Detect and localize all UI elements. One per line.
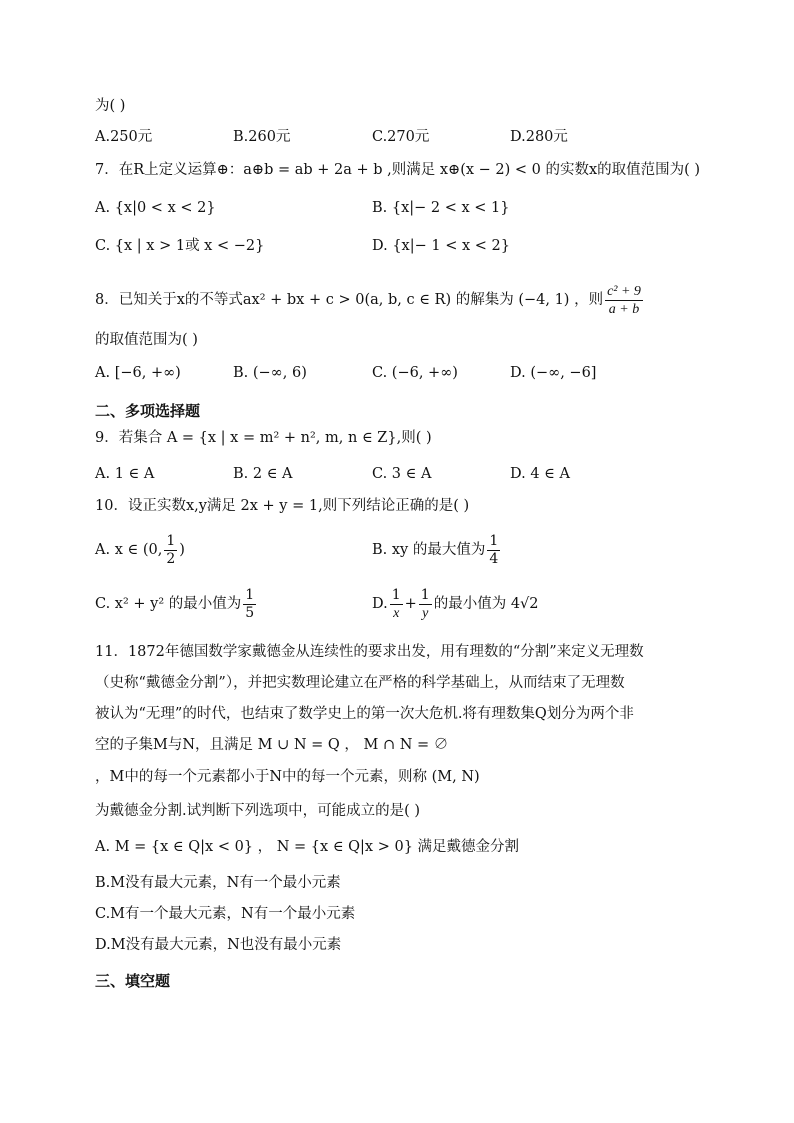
q7-option-a: A. {x|0 < x < 2} bbox=[95, 200, 216, 216]
q10-option-d-prefix: D. bbox=[372, 596, 388, 612]
q10-option-b bbox=[372, 530, 502, 570]
q11-option-b: B.M没有最大元素，N有一个最小元素 bbox=[95, 875, 341, 891]
q11-line-1: 11．1872年德国数学家戴德金从连续性的要求出发，用有理数的“分割”来定义无理数 bbox=[95, 644, 644, 660]
q10-option-d bbox=[372, 584, 539, 624]
q11-option-c: C.M有一个最大元素，N有一个最小元素 bbox=[95, 906, 356, 922]
q8-option-b: B. (−∞, 6) bbox=[233, 365, 307, 381]
q10-option-a-denominator: 2 bbox=[166, 550, 176, 567]
q9-stem: 9．若集合 A = {x | x = m² + n², m, n ∈ Z},则( ) bbox=[95, 430, 432, 446]
q9-option-b: B. 2 ∈ A bbox=[233, 466, 293, 482]
q10-option-d-suffix: 的最小值为 4√2 bbox=[433, 596, 539, 612]
q10-option-a-numerator: 1 bbox=[166, 532, 176, 549]
q8-option-d: D. (−∞, −6] bbox=[510, 365, 597, 381]
q10-option-a-fraction bbox=[164, 533, 177, 568]
q10-option-d-denominator-2: y bbox=[422, 605, 429, 621]
q10-option-c-fraction bbox=[243, 587, 256, 622]
q10-option-b-denominator: 4 bbox=[489, 550, 499, 567]
q10-option-b-prefix: B. xy 的最大值为 bbox=[372, 542, 486, 558]
q10-option-d-plus: + bbox=[404, 596, 417, 612]
q11-line-3: 被认为“无理”的时代，也结束了数学史上的第一次大危机.将有理数集Q划分为两个非 bbox=[95, 706, 634, 722]
section-title-fill-in: 三、填空题 bbox=[95, 972, 171, 990]
q9-option-d: D. 4 ∈ A bbox=[510, 466, 570, 482]
q11-option-a: A. M = {x ∈ Q|x < 0} ， N = {x ∈ Q|x > 0} 满足戴德金分割 bbox=[95, 839, 520, 855]
q10-option-b-numerator: 1 bbox=[489, 532, 499, 549]
q10-stem: 10．设正实数x,y满足 2x + y = 1,则下列结论正确的是( ) bbox=[95, 498, 470, 514]
q7-option-b: B. {x|− 2 < x < 1} bbox=[372, 200, 510, 216]
q8-stem-tail: 的取值范围为( ) bbox=[95, 332, 198, 348]
q10-option-b-fraction bbox=[487, 533, 500, 568]
q10-option-c-numerator: 1 bbox=[245, 586, 255, 603]
q10-option-c bbox=[95, 584, 258, 624]
q8-stem-line bbox=[95, 280, 645, 320]
q8-fraction-numerator: c² + 9 bbox=[607, 283, 641, 299]
q10-option-d-denominator-1: x bbox=[393, 605, 400, 621]
q11-line-5: ，M中的每一个元素都小于N中的每一个元素，则称 (M, N) bbox=[95, 769, 480, 785]
q6-option-d: D.280元 bbox=[510, 129, 568, 145]
q7-stem: 7．在R上定义运算⊕：a⊕b = ab + 2a + b ,则满足 x⊕(x − 2) < 0 的实数x的取值范围为( ) bbox=[95, 162, 701, 178]
q10-option-a-prefix: A. x ∈ (0, bbox=[95, 542, 163, 558]
q11-line-4: 空的子集M与N，且满足 M ∪ N = Q ， M ∩ N = ∅ bbox=[95, 737, 449, 753]
q8-stem-text: 8．已知关于x的不等式ax² + bx + c > 0(a, b, c ∈ R) 的解集为 (−4, 1) ，则 bbox=[95, 292, 604, 308]
q10-option-c-denominator: 5 bbox=[245, 604, 255, 621]
q10-option-d-fraction-1 bbox=[390, 587, 403, 622]
q10-option-a-suffix: ) bbox=[179, 542, 185, 558]
q6-option-c: C.270元 bbox=[372, 129, 430, 145]
q8-option-c: C. (−6, +∞) bbox=[372, 365, 458, 381]
q11-line-2: （史称“戴德金分割”），并把实数理论建立在严格的科学基础上，从而结束了无理数 bbox=[95, 675, 625, 691]
q8-fraction bbox=[605, 283, 643, 318]
q10-option-c-prefix: C. x² + y² 的最小值为 bbox=[95, 596, 242, 612]
q10-option-d-numerator-1: 1 bbox=[391, 586, 401, 603]
q7-option-d: D. {x|− 1 < x < 2} bbox=[372, 238, 510, 254]
q9-option-a: A. 1 ∈ A bbox=[95, 466, 155, 482]
q6-stem-tail: 为( ) bbox=[95, 98, 126, 114]
q11-line-6: 为戴德金分割.试判断下列选项中，可能成立的是( ) bbox=[95, 803, 421, 819]
section-title-multiple-choice: 二、多项选择题 bbox=[95, 402, 201, 420]
q9-option-c: C. 3 ∈ A bbox=[372, 466, 432, 482]
q10-option-d-numerator-2: 1 bbox=[420, 586, 430, 603]
q10-option-d-fraction-2 bbox=[419, 587, 432, 622]
q8-option-a: A. [−6, +∞) bbox=[95, 365, 181, 381]
q6-option-b: B.260元 bbox=[233, 129, 291, 145]
q6-option-a: A.250元 bbox=[95, 129, 153, 145]
q10-option-a bbox=[95, 530, 185, 570]
q7-option-c: C. {x | x > 1或 x < −2} bbox=[95, 238, 265, 254]
q11-option-d: D.M没有最大元素，N也没有最小元素 bbox=[95, 937, 342, 953]
q8-fraction-denominator: a + b bbox=[608, 301, 640, 317]
